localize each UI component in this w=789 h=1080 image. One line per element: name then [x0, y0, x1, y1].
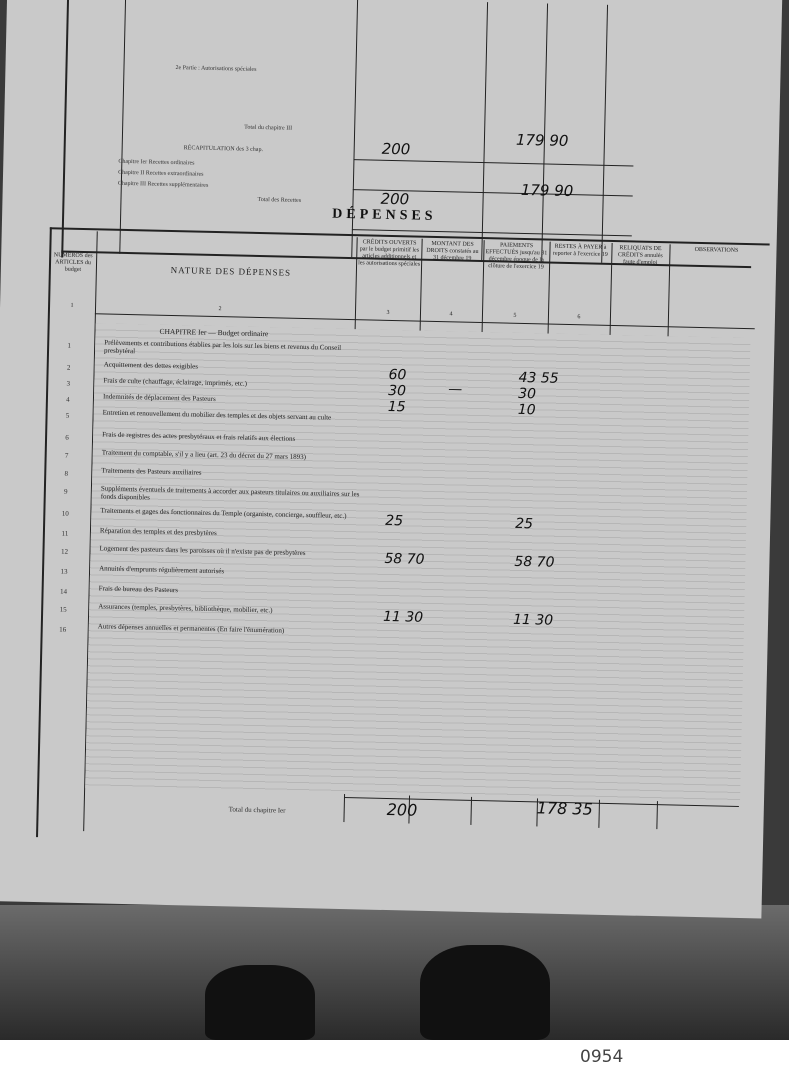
row-label: Indemnités de déplacement des Pasteurs	[102, 392, 216, 404]
header-reliquats: RELIQUATS DE CRÉDITS annulés faute d'emploi	[617, 245, 663, 267]
row-credit: 25	[385, 512, 404, 530]
top-left-border	[61, 0, 69, 258]
row-number: 1	[67, 341, 72, 350]
header-nature: NATURE DES DÉPENSES	[170, 264, 292, 278]
row-number: 5	[65, 411, 70, 420]
top-row-line-1	[353, 159, 633, 166]
recap-chap3: Chapitre III Recettes supplémentaires	[117, 180, 209, 189]
top-inner-border	[119, 0, 126, 254]
recap-chap2: Chapitre II Recettes extraordinaires	[118, 169, 204, 178]
row-number: 7	[64, 451, 69, 460]
row-label: Prélèvements et contributions établies par les lois sur les biens et revenus du Conseil presbytéral	[103, 338, 342, 356]
row-paid: 25	[515, 515, 534, 533]
row-label: Suppléments éventuels de traitements à accorder aux pasteurs titulaires ou auxiliaires sur les fonds disponibles	[100, 484, 360, 502]
col-index-3: 3	[386, 309, 390, 316]
row-paid: 43 55	[518, 369, 559, 387]
row-paid: 58 70	[514, 553, 555, 571]
top-col-paid	[481, 2, 488, 260]
col-index-1: 1	[70, 302, 74, 309]
col-index-6: 6	[577, 314, 581, 321]
total-recettes-label: Total des Recettes	[257, 196, 302, 204]
row-label: Réparation des temples et des presbytères	[99, 526, 217, 538]
hand-credit-chap3: 200	[381, 139, 411, 159]
row-number: 4	[66, 395, 70, 404]
header-restes: RESTES À PAYER à reporter à l'exercice 19	[552, 243, 608, 258]
row-number: 15	[59, 605, 67, 614]
chapitre-title: CHAPITRE Ier — Budget ordinaire	[159, 326, 269, 339]
page-footer-number: 0954	[580, 1047, 624, 1067]
total-chapitre3-label: Total du chapitre III	[244, 124, 293, 132]
left-shoe	[205, 965, 315, 1040]
recap-title: RÉCAPITULATION des 3 chap.	[183, 145, 264, 154]
row-number: 2	[66, 363, 71, 372]
header-credits: CRÉDITS OUVERTS par le budget primitif les articles additionnels et les autorisations spéciales	[358, 239, 421, 268]
row-label: Frais de culte (chauffage, éclairage, imprimés, etc.)	[103, 376, 248, 388]
row-credit: 15	[387, 398, 406, 416]
col-index-4: 4	[449, 311, 453, 318]
row-credit: 58 70	[384, 550, 425, 568]
total-chapitre1-label: Total du chapitre Ier	[228, 805, 286, 815]
row-number: 16	[59, 625, 67, 634]
hand-credit-total: 200	[380, 189, 410, 209]
expense-rows	[39, 337, 609, 800]
row-label: Logement des pasteurs dans les paroisses où il n'existe pas de presbytères	[99, 544, 306, 558]
row-number: 12	[60, 547, 69, 556]
total-paid: 178 35	[536, 798, 593, 819]
row-label: Traitements des Pasteurs auxiliaires	[101, 466, 202, 477]
recap-chap1: Chapitre Ier Recettes ordinaires	[118, 158, 195, 167]
row-number: 13	[60, 567, 68, 576]
row-paid: 11 30	[512, 611, 554, 629]
hand-paid-total: 179 90	[520, 180, 574, 201]
total-credit: 200	[386, 800, 418, 820]
top-col-end	[601, 5, 608, 263]
row-label: Acquittement des dettes exigibles	[103, 360, 199, 371]
montant-dash: —	[448, 381, 463, 398]
row-paid: 30	[518, 385, 537, 403]
row-label: Frais de bureau des Pasteurs	[98, 584, 179, 595]
partie-label: 2e Partie : Autorisations spéciales	[175, 65, 257, 73]
right-shoe	[420, 945, 550, 1040]
col-index-2: 2	[218, 306, 222, 313]
col-index-5: 5	[513, 312, 517, 319]
row-number: 6	[65, 433, 69, 442]
row-credit: 30	[388, 382, 407, 400]
row-number: 3	[66, 379, 71, 388]
header-observations: OBSERVATIONS	[694, 246, 739, 254]
row-label: Annuités d'emprunts régulièrement autorisés	[99, 564, 225, 576]
row-number: 9	[64, 487, 68, 496]
row-label: Entretien et renouvellement du mobilier des temples et des objets servant au culte	[102, 408, 332, 422]
header-montant: MONTANT DES DROITS constatés au 31 décembre 19	[426, 240, 479, 262]
row-number: 8	[64, 469, 69, 478]
row-credit: 11 30	[382, 608, 424, 626]
row-label: Autres dépenses annuelles et permanentes (En faire l'énumération)	[97, 622, 285, 635]
row-label: Frais de registres des actes presbytéraux et frais relatifs aux élections	[102, 430, 296, 443]
row-label: Traitements et gages des fonctionnaires du Temple (organiste, concierge, souffleur, etc.)	[100, 506, 347, 521]
floor-area	[0, 905, 789, 1040]
header-paiements: PAIEMENTS EFFECTUÉS jusqu'au 31 décembre époque de la clôture de l'exercice 19	[485, 242, 548, 271]
row-credit: 60	[388, 366, 407, 384]
row-number: 11	[61, 529, 69, 538]
row-number: 14	[59, 587, 68, 596]
row-number: 10	[61, 509, 69, 518]
hand-paid-chap3: 179 90	[515, 130, 569, 150]
header-numeros: NUMÉROS des ARTICLES du budget	[53, 252, 93, 273]
row-label: Traitement du comptable, s'il y a lieu (art. 23 du décret du 27 mars 1893)	[101, 448, 307, 462]
row-paid: 10	[517, 401, 536, 419]
depenses-title: DÉPENSES	[332, 206, 437, 224]
row-label: Assurances (temples, presbytères, bibliothèque, mobilier, etc.)	[98, 602, 273, 615]
